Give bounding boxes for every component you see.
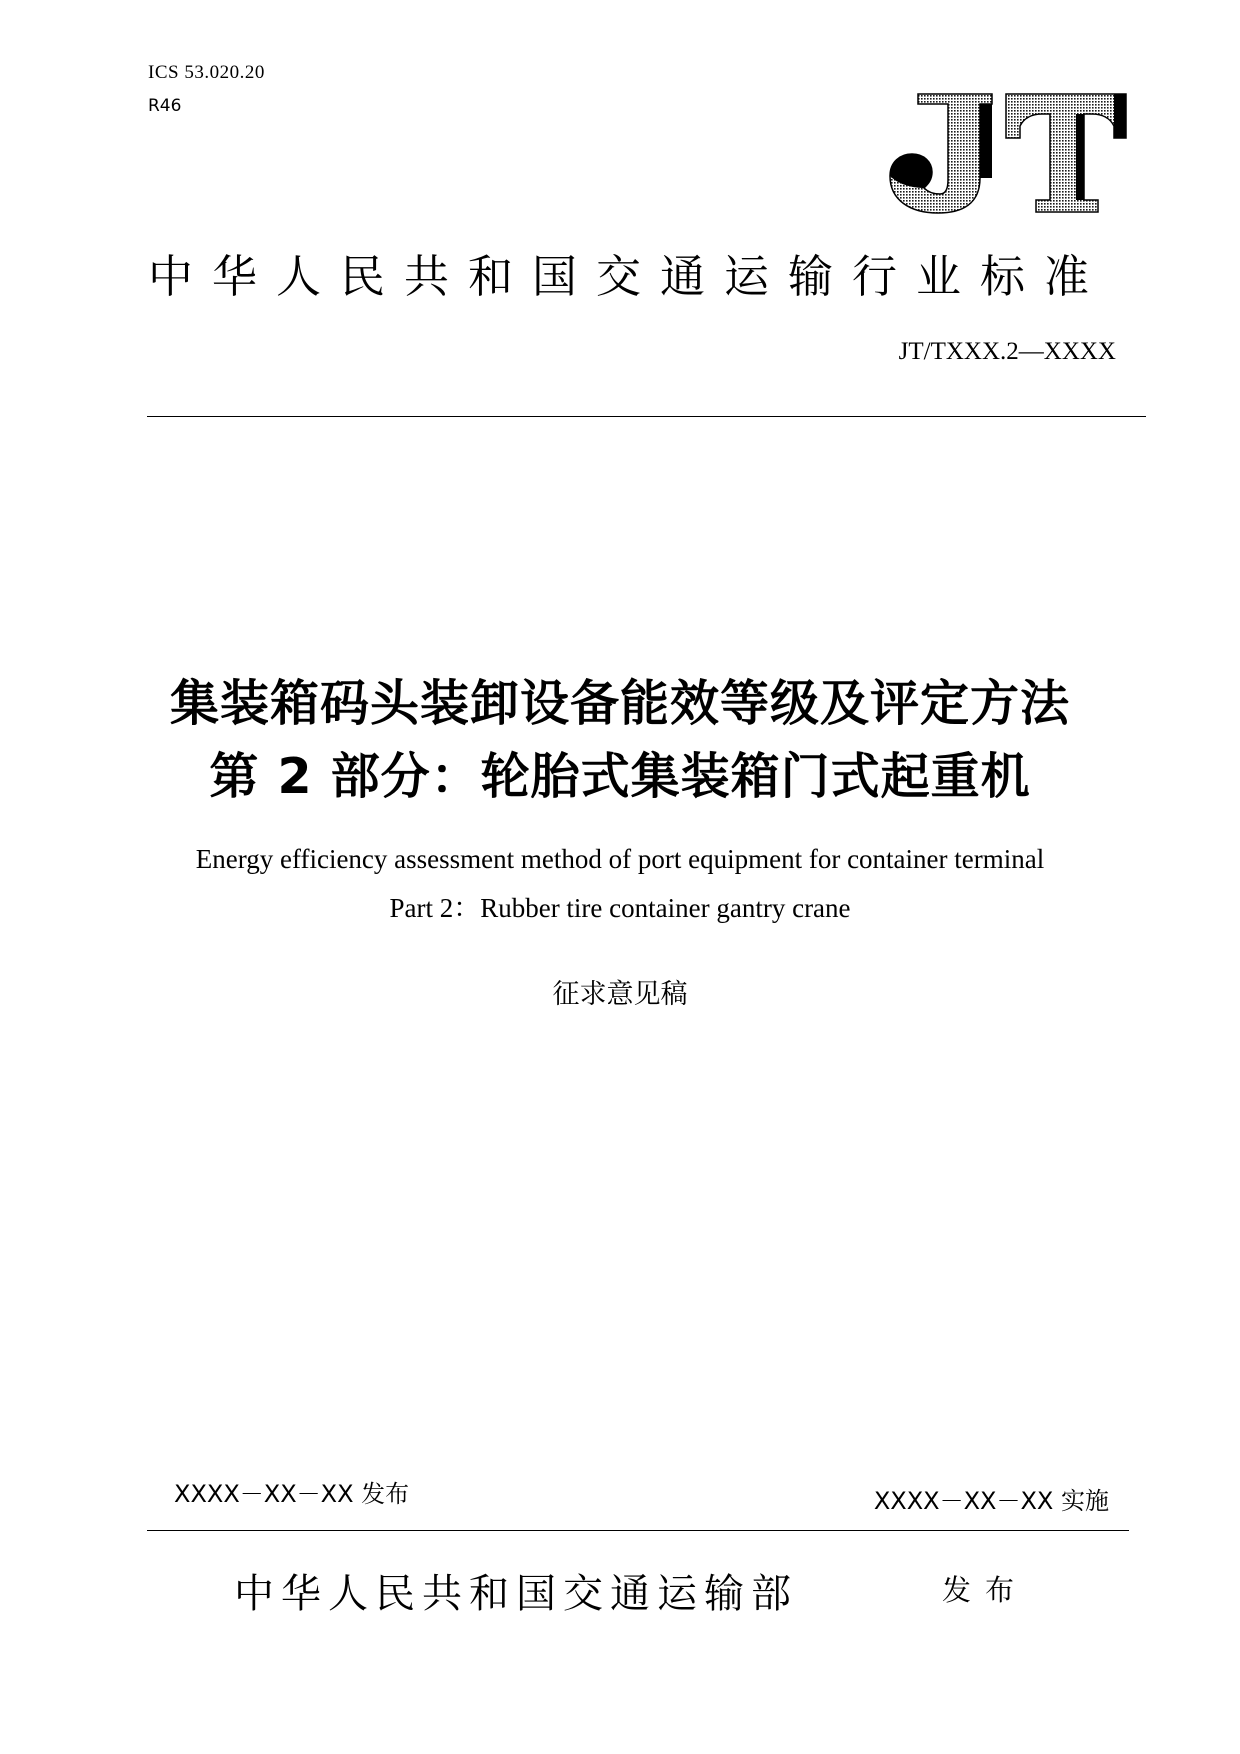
bottom-divider	[147, 1530, 1129, 1531]
ics-code: ICS 53.020.20	[148, 62, 265, 83]
title-cn-line1: 集装箱码头装卸设备能效等级及评定方法	[169, 675, 1070, 732]
issuing-standard-title: 中华人民共和国交通运输行业标准	[148, 250, 1109, 303]
title-en-line1: Energy efficiency assessment method of port equipment for container terminal	[195, 844, 1045, 874]
draft-stage-label: 征求意见稿	[552, 979, 688, 1010]
top-divider	[147, 416, 1146, 417]
standard-code: JT/TXXX.2—XXXX	[898, 338, 1116, 365]
title-en-line2: Part 2：Rubber tire container gantry crane	[389, 893, 851, 923]
implementation-date: XXXX－XX－XX 实施	[873, 1487, 1109, 1515]
ccs-code: R46	[148, 96, 182, 116]
title-cn-line2: 第 2 部分：轮胎式集装箱门式起重机	[209, 748, 1031, 805]
publisher-name: 中华人民共和国交通运输部	[234, 1571, 798, 1617]
issue-date: XXXX－XX－XX 发布	[174, 1480, 410, 1508]
publish-label: 发布	[942, 1573, 1029, 1607]
jt-logo	[888, 92, 1128, 214]
